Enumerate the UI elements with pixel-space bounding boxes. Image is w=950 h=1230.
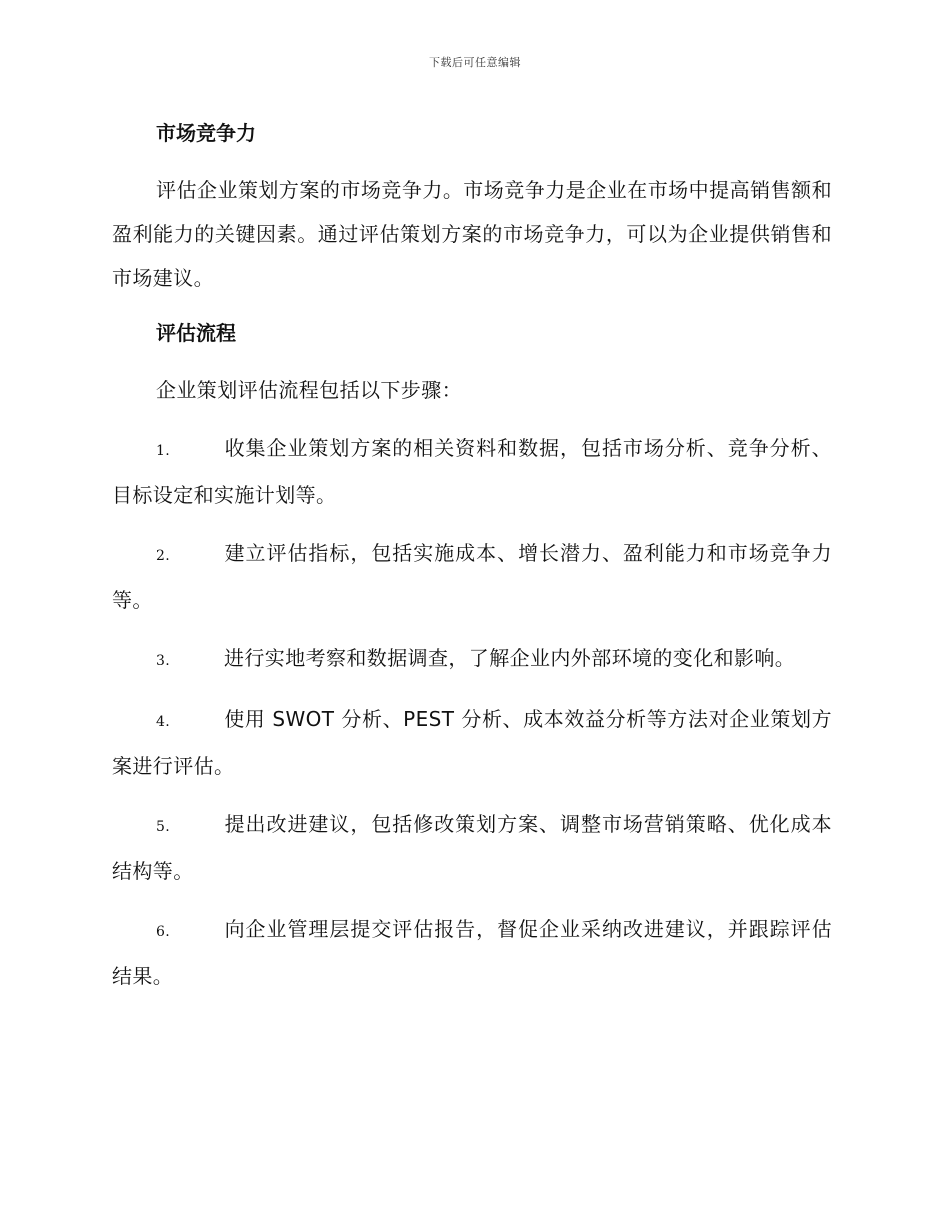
list-item-number: 6. (156, 924, 171, 940)
list-item (112, 907, 832, 998)
list-item-text: 向企业管理层提交评估报告，督促企业采纳改进建议，并跟踪评估结果。 (112, 917, 832, 988)
list-item-number: 1. (156, 443, 171, 459)
section-paragraph-market-competitiveness: 评估企业策划方案的市场竞争力。市场竞争力是企业在市场中提高销售额和盈利能力的关键因素。通过评估策划方案的市场竞争力，可以为企业提供销售和市场建议。 (112, 178, 832, 290)
header-note: 下载后可任意编辑 (429, 56, 521, 69)
document-body (112, 112, 832, 998)
list-item (112, 636, 832, 683)
list-item-number: 4. (156, 714, 171, 730)
list-item-number: 2. (156, 548, 171, 564)
list-item (112, 697, 832, 788)
section-heading-evaluation-process: 评估流程 (156, 321, 236, 345)
list-item-text: 使用 SWOT 分析、PEST 分析、成本效益分析等方法对企业策划方案进行评估。 (112, 707, 832, 778)
list-item (112, 531, 832, 622)
list-item-text: 收集企业策划方案的相关资料和数据，包括市场分析、竞争分析、目标设定和实施计划等。 (112, 436, 832, 507)
list-item-number: 5. (156, 819, 171, 835)
list-item-text: 进行实地考察和数据调查，了解企业内外部环境的变化和影响。 (224, 646, 796, 670)
list-item-text: 提出改进建议，包括修改策划方案、调整市场营销策略、优化成本结构等。 (112, 812, 832, 883)
list-item-number: 3. (156, 653, 171, 669)
list-item-text: 建立评估指标，包括实施成本、增长潜力、盈利能力和市场竞争力等。 (112, 541, 832, 612)
section-heading-market-competitiveness: 市场竞争力 (156, 121, 256, 145)
section-intro-evaluation-process: 企业策划评估流程包括以下步骤： (156, 378, 462, 402)
list-item (112, 426, 832, 517)
list-item (112, 802, 832, 893)
